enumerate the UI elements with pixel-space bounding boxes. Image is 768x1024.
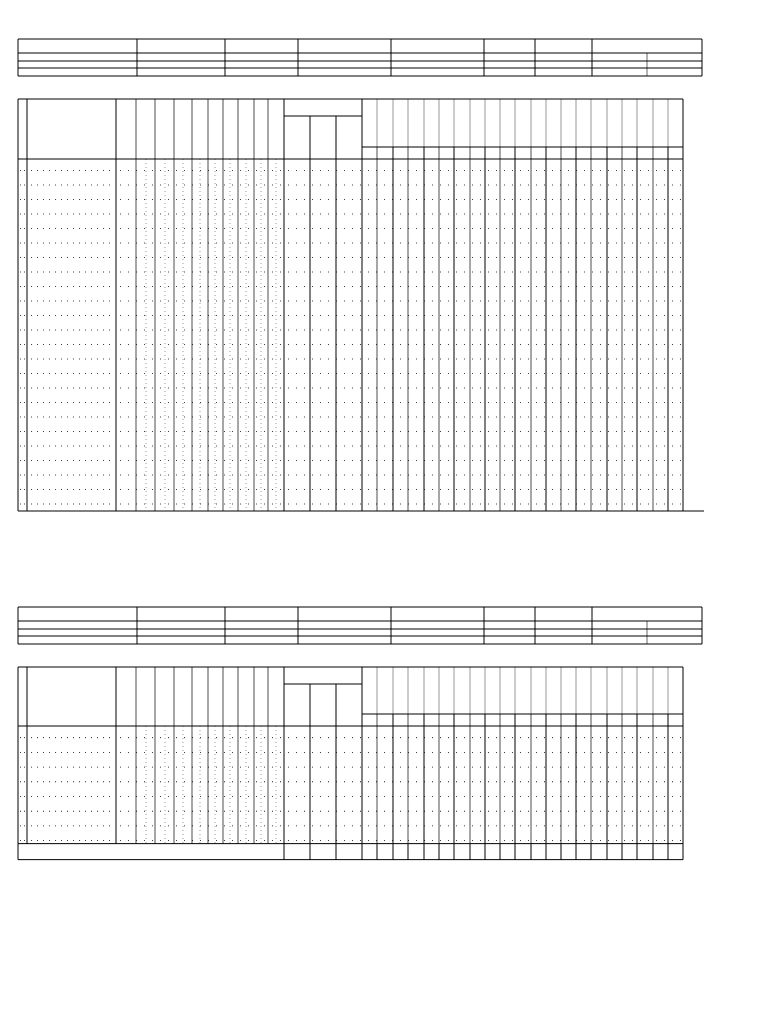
form-section-2: [18, 607, 702, 860]
form-section-1: [18, 39, 702, 511]
